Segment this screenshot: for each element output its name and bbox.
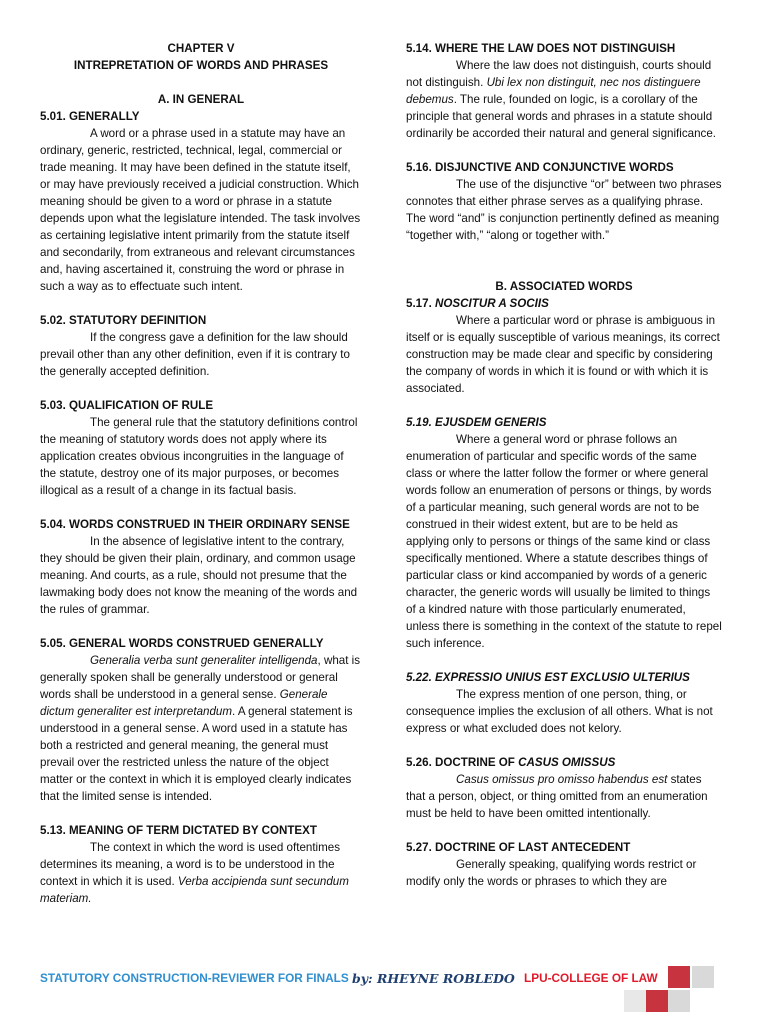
text-run: states that a person, object, or thing omitted from an enumeration must be held to have been omitted intentionally. bbox=[406, 773, 708, 820]
decorative-square bbox=[692, 966, 714, 988]
footer-school: LPU-COLLEGE OF LAW bbox=[524, 971, 658, 985]
text-run: The context in which the word is used oftentimes determines its meaning, a word is to be understood in the context in which it is used. bbox=[40, 841, 341, 888]
heading-5-19 bbox=[406, 414, 722, 431]
section-a-heading: A. IN GENERAL bbox=[157, 93, 245, 106]
heading-5-27: 5.27. DOCTRINE OF LAST ANTECEDENT bbox=[406, 841, 631, 854]
left-column bbox=[40, 40, 362, 907]
heading-5-16: 5.16. DISJUNCTIVE AND CONJUNCTIVE WORDS bbox=[406, 161, 674, 174]
paragraph-5-03: The general rule that the statutory definitions control the meaning of statutory words does not apply where its application creates obvious incongruities in the language of the statute, destroy one of its major purposes, or becomes illogical as a result of a change in its factual basis. bbox=[40, 416, 358, 497]
heading-5-22 bbox=[406, 669, 722, 686]
decorative-square bbox=[646, 990, 668, 1012]
heading-latin: 5.19. EJUSDEM GENERIS bbox=[406, 416, 547, 429]
heading-5-02: 5.02. STATUTORY DEFINITION bbox=[40, 314, 207, 327]
heading-5-01: 5.01. GENERALLY bbox=[40, 110, 140, 123]
paragraph-5-16: The use of the disjunctive “or” between two phrases connotes that either phrase serves as a qualifying phrase. The word “and” is conjunction pertinently defined as meaning “together with,” “along or together with.” bbox=[406, 178, 722, 242]
section-b-heading: B. ASSOCIATED WORDS bbox=[495, 280, 633, 293]
text-run: . The rule, founded on logic, is a corollary of the principle that general words and phrases in a statute should ordinarily be accorded their natural and general significance. bbox=[406, 93, 716, 140]
paragraph-5-05 bbox=[40, 652, 362, 805]
paragraph-5-04: In the absence of legislative intent to the contrary, they should be given their plain, ordinary, and common usage meaning. And courts, as a rule, should not presume that the lawmaking body does not know the meaning of the words and the rules of grammar. bbox=[40, 535, 358, 616]
heading-latin: CASUS OMISSUS bbox=[518, 756, 616, 769]
footer-title: STATUTORY CONSTRUCTION-REVIEWER FOR FINALS bbox=[40, 971, 349, 985]
right-column bbox=[406, 40, 722, 890]
paragraph-5-01: A word or a phrase used in a statute may have an ordinary, generic, restricted, technical, legal, commercial or trade meaning. It may have been defined in the statute itself, or may have previously received a judicial construction. Which meaning should be given to a word or phrase in a statute depends upon what the legislature intended. The task involves as certaining legislative intent primarily from the statute itself and secondarily, from extraneous and relevant circumstances and, having ascertained it, construing the word or phrase in such a way as to effectuate such intent. bbox=[40, 127, 361, 293]
paragraph-5-19: Where a general word or phrase follows an enumeration of particular and specific words of the same class or where the latter follow the former or where general words follow an enumeration of persons or things, by words of a particular meaning, such general words are not to be construed in their widest extent, but are to be held as applying only to persons or things of the same kind or class specifically mentioned. Where a statute describes things of particular class or kind accompanied by words of a generic character, the generic words will usually be limited to things of a kindred nature with those particularly enumerated, unless there is something in the context of the statute to repel such inference. bbox=[406, 433, 722, 650]
heading-number: 5.26. DOCTRINE OF bbox=[406, 756, 519, 769]
text-run: . A general statement is understood in a general sense. A word used in a statute has both a restricted and general meaning, the general must prevail over the restricted unless the nature of the object matter or the context in which it is employed clearly indicates that the limited sense is intended. bbox=[40, 705, 353, 803]
latin-maxim: Verba accipienda sunt secundum materiam. bbox=[40, 875, 349, 905]
paragraph-5-17: Where a particular word or phrase is ambiguous in itself or is equally susceptible of various meanings, its correct construction may be made clear and specific by considering the company of words in which it is found or with which it is associated. bbox=[406, 314, 720, 395]
heading-5-26 bbox=[406, 754, 722, 771]
chapter-label: CHAPTER V bbox=[167, 42, 235, 55]
heading-5-13: 5.13. MEANING OF TERM DICTATED BY CONTEXT bbox=[40, 824, 317, 837]
paragraph-5-13 bbox=[40, 839, 362, 907]
paragraph-5-26 bbox=[406, 771, 722, 822]
decorative-square bbox=[668, 966, 690, 988]
heading-5-05: 5.05. GENERAL WORDS CONSTRUED GENERALLY bbox=[40, 637, 324, 650]
chapter-title: INTREPRETATION OF WORDS AND PHRASES bbox=[73, 59, 329, 72]
latin-maxim: Generale dictum generaliter est interpretandum bbox=[40, 688, 328, 718]
heading-latin: NOSCITUR A SOCIIS bbox=[435, 297, 549, 310]
paragraph-5-14 bbox=[406, 57, 722, 142]
heading-number: 5.17. bbox=[406, 297, 436, 310]
latin-maxim: Ubi lex non distinguit, nec nos distinguere debemus bbox=[406, 76, 701, 106]
latin-maxim: Generalia verba sunt generaliter intelligenda bbox=[90, 654, 318, 667]
heading-5-04: 5.04. WORDS CONSTRUED IN THEIR ORDINARY SENSE bbox=[40, 518, 350, 531]
latin-maxim: Casus omissus pro omisso habendus est bbox=[456, 773, 668, 786]
decorative-square bbox=[624, 990, 646, 1012]
decorative-square bbox=[668, 990, 690, 1012]
page-footer bbox=[40, 968, 730, 990]
paragraph-5-02: If the congress gave a definition for the law should prevail other than any other definition, even if it is contrary to the generally accepted definition. bbox=[40, 331, 350, 378]
heading-5-17 bbox=[406, 295, 722, 312]
heading-latin: 5.22. EXPRESSIO UNIUS EST EXCLUSIO ULTERIUS bbox=[406, 671, 690, 684]
paragraph-5-27: Generally speaking, qualifying words restrict or modify only the words or phrases to which they are bbox=[406, 858, 697, 888]
footer-author: by: RHEYNE ROBLEDO bbox=[352, 971, 515, 986]
text-run: Where the law does not distinguish, courts should not distinguish. bbox=[406, 59, 712, 89]
text-run: , what is generally spoken shall be generally understood or general words shall be understood in a general sense. bbox=[40, 654, 361, 701]
paragraph-5-22: The express mention of one person, thing, or consequence implies the exclusion of all others. What is not express or what excluded does not kelory. bbox=[406, 688, 713, 735]
heading-5-03: 5.03. QUALIFICATION OF RULE bbox=[40, 399, 214, 412]
heading-5-14: 5.14. WHERE THE LAW DOES NOT DISTINGUISH bbox=[406, 42, 676, 55]
